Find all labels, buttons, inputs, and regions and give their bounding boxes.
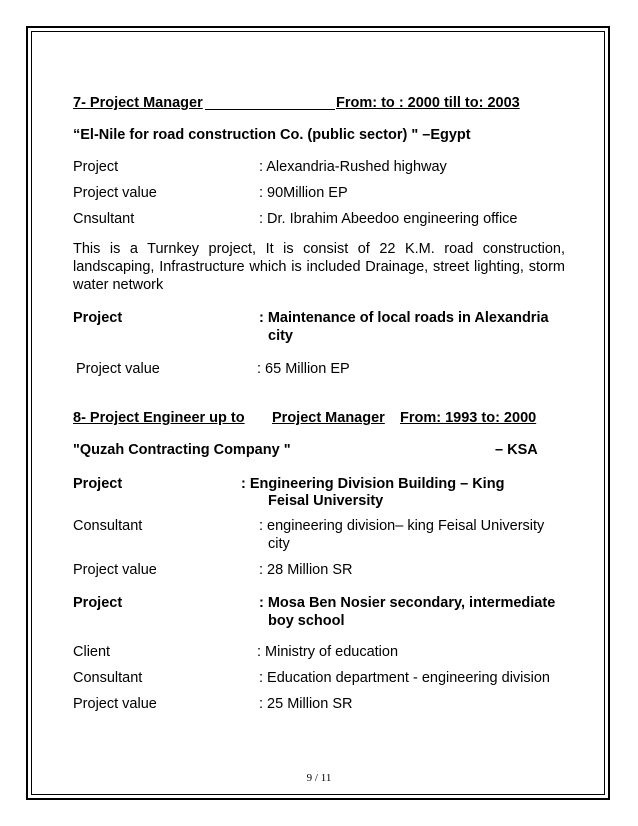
section8-heading-part1: 8- Project Engineer up to <box>73 410 245 426</box>
section8-company: "Quzah Contracting Company " <box>73 442 291 458</box>
consultantA-value-cont: city <box>268 536 290 552</box>
section8-heading-part2: Project Manager <box>272 410 385 426</box>
row-value: : 90Million EP <box>259 185 348 201</box>
projB-label: Project <box>73 595 123 611</box>
section7-dates: From: to : 2000 till to: 2003 <box>336 95 520 111</box>
project2-value: : Maintenance of local roads in Alexandria <box>259 310 549 326</box>
projA-value: : Engineering Division Building – King <box>241 476 505 492</box>
section8-country: – KSA <box>495 442 538 458</box>
project2-value-cont: city <box>268 328 293 344</box>
project2-value-amount: : 65 Million EP <box>257 361 350 377</box>
valueB-label: Project value <box>73 696 157 712</box>
row-label: Cnsultant <box>73 211 135 227</box>
consultantA-value: : engineering division– king Feisal University <box>259 518 545 534</box>
consultantB-value: : Education department - engineering division <box>259 670 550 686</box>
consultantB-label: Consultant <box>73 670 143 686</box>
heading-underline-gap <box>205 94 335 110</box>
row-label: Project <box>73 159 119 175</box>
page-number: 9 / 11 <box>306 772 332 784</box>
section8-heading-part3: From: 1993 to: 2000 <box>400 410 537 426</box>
projB-value: : Mosa Ben Nosier secondary, intermediate <box>259 595 556 611</box>
row-value: : Alexandria-Rushed highway <box>259 159 447 175</box>
projB-value-cont: boy school <box>268 613 345 629</box>
row-label: Project value <box>73 185 157 201</box>
consultantA-label: Consultant <box>73 518 143 534</box>
section7-heading: 7- Project Manager <box>73 95 203 111</box>
section7-description: This is a Turnkey project, It is consist of 22 K.M. road construction, landscaping, Infrastructure which is included Drainage, street lighting, storm water network <box>73 241 565 293</box>
project2-label: Project <box>73 310 123 326</box>
projA-value-cont: Feisal University <box>268 493 384 509</box>
projA-label: Project <box>73 476 123 492</box>
valueA-label: Project value <box>73 562 157 578</box>
row-value: : Dr. Ibrahim Abeedoo engineering office <box>259 211 518 227</box>
section7-company: “El-Nile for road construction Co. (public sector) " –Egypt <box>73 127 471 143</box>
clientB-label: Client <box>73 644 111 660</box>
clientB-value: : Ministry of education <box>257 644 399 660</box>
valueB-value: : 25 Million SR <box>259 696 353 712</box>
valueA-value: : 28 Million SR <box>259 562 353 578</box>
project2-value-label: Project value <box>76 361 160 377</box>
